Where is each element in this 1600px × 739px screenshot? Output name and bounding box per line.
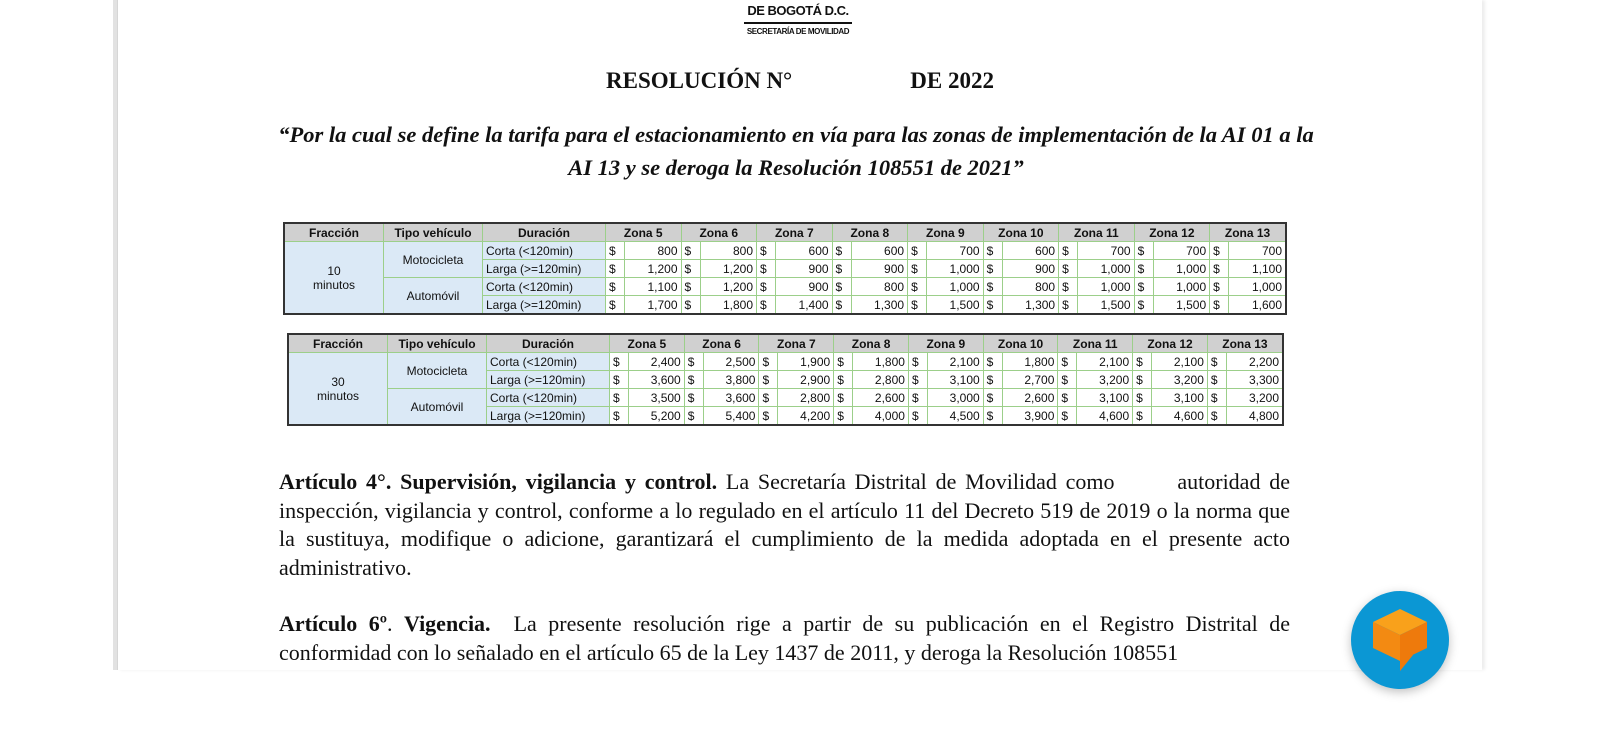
- duration-cell: Larga (>=120min): [483, 260, 606, 278]
- column-header: Zona 13: [1207, 334, 1283, 353]
- table-row: [288, 389, 1283, 407]
- tariff-amount: 1,700: [625, 296, 682, 315]
- tariff-amount: 4,000: [853, 407, 909, 426]
- vehicle-type-cell: Motocicleta: [388, 353, 487, 389]
- tariff-amount: 3,200: [1077, 371, 1133, 389]
- currency-symbol: $: [757, 260, 776, 278]
- tariff-amount: 1,300: [1002, 296, 1059, 315]
- tariff-amount: 2,700: [1002, 371, 1058, 389]
- resolution-year: DE 2022: [910, 68, 994, 93]
- currency-symbol: $: [1058, 389, 1077, 407]
- column-header: Zona 6: [681, 223, 757, 242]
- column-header: Zona 7: [757, 223, 833, 242]
- article-4-heading: Artículo 4°. Supervisión, vigilancia y control.: [279, 469, 718, 494]
- currency-symbol: $: [832, 242, 851, 260]
- tariff-amount: 1,000: [1078, 278, 1135, 296]
- tariff-amount: 5,400: [703, 407, 759, 426]
- column-header: Duración: [483, 223, 606, 242]
- currency-symbol: $: [1059, 242, 1078, 260]
- currency-symbol: $: [1207, 389, 1226, 407]
- tariff-amount: 800: [851, 278, 908, 296]
- tariff-amount: 700: [1078, 242, 1135, 260]
- column-header: Zona 11: [1059, 223, 1135, 242]
- column-header: Duración: [487, 334, 610, 353]
- tariff-amount: 2,100: [1152, 353, 1208, 371]
- column-header: Zona 12: [1134, 223, 1210, 242]
- column-header: Tipo vehículo: [384, 223, 483, 242]
- currency-symbol: $: [983, 296, 1002, 315]
- fraccion-cell: [284, 242, 384, 315]
- currency-symbol: $: [610, 407, 629, 426]
- tariff-amount: 5,200: [629, 407, 685, 426]
- currency-symbol: $: [1210, 260, 1229, 278]
- currency-symbol: $: [1133, 353, 1152, 371]
- fraccion-text: 10: [327, 263, 341, 278]
- currency-symbol: $: [681, 278, 700, 296]
- currency-symbol: $: [1133, 389, 1152, 407]
- document-page: [117, 0, 1482, 670]
- logo: [740, 0, 856, 36]
- currency-symbol: $: [759, 353, 778, 371]
- logo-line-2: SECRETARÍA DE MOVILIDAD: [746, 27, 850, 36]
- tariff-amount: 2,100: [1077, 353, 1133, 371]
- tariff-amount: 1,800: [1002, 353, 1058, 371]
- tariff-amount: 700: [1229, 242, 1286, 260]
- currency-symbol: $: [610, 389, 629, 407]
- article-4: [279, 468, 1290, 582]
- currency-symbol: $: [610, 371, 629, 389]
- tariff-amount: 2,400: [629, 353, 685, 371]
- tariff-amount: 3,100: [927, 371, 983, 389]
- currency-symbol: $: [1058, 353, 1077, 371]
- tariff-amount: 1,200: [700, 278, 757, 296]
- currency-symbol: $: [1059, 296, 1078, 315]
- tariff-amount: 2,600: [1002, 389, 1058, 407]
- article-6-text: La presente resolución rige a partir de su publicación en el Registro Distrital de conformidad con lo señalado en el artículo 65 de la Ley 1437 de 2011, y deroga la Resolución 108551: [279, 611, 1296, 665]
- tariff-amount: 3,600: [629, 371, 685, 389]
- table-row: [288, 353, 1283, 371]
- currency-symbol: $: [983, 242, 1002, 260]
- table-row: [284, 278, 1286, 296]
- column-header: Zona 13: [1210, 223, 1286, 242]
- currency-symbol: $: [759, 371, 778, 389]
- currency-symbol: $: [908, 260, 927, 278]
- tariff-amount: 1,500: [1153, 296, 1210, 315]
- currency-symbol: $: [983, 278, 1002, 296]
- tariff-amount: 800: [625, 242, 682, 260]
- tariff-amount: 3,600: [703, 389, 759, 407]
- currency-symbol: $: [1207, 371, 1226, 389]
- duration-cell: Larga (>=120min): [487, 371, 610, 389]
- currency-symbol: $: [1058, 371, 1077, 389]
- logo-rule: [744, 22, 852, 24]
- currency-symbol: $: [983, 389, 1002, 407]
- currency-symbol: $: [1134, 242, 1153, 260]
- currency-symbol: $: [832, 260, 851, 278]
- column-header: Zona 12: [1133, 334, 1208, 353]
- resolution-subtitle: “Por la cual se define la tarifa para el estacionamiento en vía para las zonas de implementación de la AI 01 a la AI 13 y se deroga la Resolución 108551 de 2021”: [278, 122, 1314, 180]
- column-header: Zona 7: [759, 334, 834, 353]
- currency-symbol: $: [684, 371, 703, 389]
- currency-symbol: $: [1059, 278, 1078, 296]
- vehicle-type-cell: Automóvil: [384, 278, 483, 315]
- tariff-amount: 900: [776, 278, 833, 296]
- currency-symbol: $: [757, 242, 776, 260]
- fraccion-text: 30: [331, 374, 345, 389]
- currency-symbol: $: [684, 407, 703, 426]
- currency-symbol: $: [684, 353, 703, 371]
- tariff-amount: 4,200: [778, 407, 834, 426]
- table-row: [284, 242, 1286, 260]
- tariff-amount: 3,100: [1152, 389, 1208, 407]
- tariff-amount: 700: [927, 242, 984, 260]
- tariff-table-10-min: [283, 222, 1287, 315]
- tariff-amount: 600: [851, 242, 908, 260]
- tariff-amount: 3,900: [1002, 407, 1058, 426]
- tariff-amount: 4,600: [1077, 407, 1133, 426]
- tariff-amount: 3,500: [629, 389, 685, 407]
- vehicle-type-cell: Motocicleta: [384, 242, 483, 278]
- currency-symbol: $: [1134, 296, 1153, 315]
- currency-symbol: $: [834, 371, 853, 389]
- tariff-amount: 3,100: [1077, 389, 1133, 407]
- resolution-number-label: RESOLUCIÓN N°: [606, 68, 793, 93]
- tariff-amount: 900: [776, 260, 833, 278]
- tariff-amount: 2,600: [853, 389, 909, 407]
- column-header: Fracción: [284, 223, 384, 242]
- duration-cell: Larga (>=120min): [487, 407, 610, 426]
- currency-symbol: $: [983, 407, 1002, 426]
- currency-symbol: $: [1207, 407, 1226, 426]
- tariff-amount: 1,000: [1153, 278, 1210, 296]
- tariff-amount: 800: [700, 242, 757, 260]
- currency-symbol: $: [908, 371, 927, 389]
- tariff-amount: 1,800: [853, 353, 909, 371]
- currency-symbol: $: [1207, 353, 1226, 371]
- article-6-heading-b: Vigencia.: [404, 611, 491, 636]
- currency-symbol: $: [606, 296, 625, 315]
- tariff-amount: 1,300: [851, 296, 908, 315]
- tariff-amount: 1,200: [700, 260, 757, 278]
- tariff-amount: 1,000: [1229, 278, 1286, 296]
- tariff-amount: 3,300: [1226, 371, 1283, 389]
- column-header: Zona 11: [1058, 334, 1133, 353]
- tariff-amount: 1,000: [927, 260, 984, 278]
- duration-cell: Corta (<120min): [487, 389, 610, 407]
- tariff-amount: 4,500: [927, 407, 983, 426]
- currency-symbol: $: [908, 407, 927, 426]
- column-header: Zona 5: [610, 334, 685, 353]
- fraccion-cell: [288, 353, 388, 426]
- tariff-amount: 2,800: [778, 389, 834, 407]
- currency-symbol: $: [908, 296, 927, 315]
- tariff-amount: 2,800: [853, 371, 909, 389]
- article-4-text-first: La Secretaría Distrital de Movilidad como: [717, 469, 1115, 494]
- currency-symbol: $: [684, 389, 703, 407]
- currency-symbol: $: [681, 242, 700, 260]
- currency-symbol: $: [834, 407, 853, 426]
- tariff-amount: 4,600: [1152, 407, 1208, 426]
- column-header: Tipo vehículo: [388, 334, 487, 353]
- currency-symbol: $: [1133, 371, 1152, 389]
- resolution-title: [118, 68, 1482, 94]
- tariff-amount: 1,100: [1229, 260, 1286, 278]
- tariff-amount: 2,100: [927, 353, 983, 371]
- duration-cell: Corta (<120min): [487, 353, 610, 371]
- logo-line-1: DE BOGOTÁ D.C.: [747, 3, 849, 18]
- column-header: Zona 10: [983, 334, 1058, 353]
- chat-widget-button[interactable]: [1351, 591, 1449, 689]
- column-header: Zona 5: [606, 223, 682, 242]
- tariff-amount: 900: [851, 260, 908, 278]
- tariff-amount: 1,500: [1078, 296, 1135, 315]
- currency-symbol: $: [1134, 260, 1153, 278]
- tariff-table-30-min: [287, 333, 1284, 426]
- column-header: Zona 10: [983, 223, 1059, 242]
- currency-symbol: $: [1058, 407, 1077, 426]
- currency-symbol: $: [832, 296, 851, 315]
- currency-symbol: $: [908, 242, 927, 260]
- duration-cell: Corta (<120min): [483, 242, 606, 260]
- currency-symbol: $: [759, 407, 778, 426]
- currency-symbol: $: [983, 260, 1002, 278]
- currency-symbol: $: [681, 260, 700, 278]
- tariff-amount: 1,600: [1229, 296, 1286, 315]
- tariff-amount: 3,200: [1152, 371, 1208, 389]
- vehicle-type-cell: Automóvil: [388, 389, 487, 426]
- currency-symbol: $: [610, 353, 629, 371]
- currency-symbol: $: [606, 278, 625, 296]
- tariff-amount: 1,000: [1153, 260, 1210, 278]
- column-header: Zona 9: [908, 334, 983, 353]
- currency-symbol: $: [757, 296, 776, 315]
- tariff-amount: 700: [1153, 242, 1210, 260]
- tariff-amount: 4,800: [1226, 407, 1283, 426]
- currency-symbol: $: [1059, 260, 1078, 278]
- tariff-amount: 800: [1002, 278, 1059, 296]
- currency-symbol: $: [1210, 296, 1229, 315]
- tariff-amount: 3,000: [927, 389, 983, 407]
- currency-symbol: $: [757, 278, 776, 296]
- currency-symbol: $: [1210, 278, 1229, 296]
- table-header-row: [284, 223, 1286, 242]
- tariff-amount: 1,900: [778, 353, 834, 371]
- fraccion-text: minutos: [316, 388, 360, 403]
- column-header: Zona 8: [834, 334, 909, 353]
- tariff-amount: 1,200: [625, 260, 682, 278]
- tariff-amount: 600: [1002, 242, 1059, 260]
- article-6: [279, 610, 1296, 667]
- currency-symbol: $: [834, 389, 853, 407]
- column-header: Zona 8: [832, 223, 908, 242]
- tariff-amount: 1,000: [1078, 260, 1135, 278]
- column-header: Zona 9: [908, 223, 984, 242]
- currency-symbol: $: [983, 353, 1002, 371]
- column-header: Zona 6: [684, 334, 759, 353]
- tariff-amount: 3,200: [1226, 389, 1283, 407]
- article-6-heading-a: Artículo 6º: [279, 611, 387, 636]
- currency-symbol: $: [832, 278, 851, 296]
- duration-cell: Corta (<120min): [483, 278, 606, 296]
- currency-symbol: $: [908, 353, 927, 371]
- currency-symbol: $: [681, 296, 700, 315]
- article-6-sep: .: [386, 611, 404, 636]
- currency-symbol: $: [1133, 407, 1152, 426]
- tariff-amount: 3,800: [703, 371, 759, 389]
- currency-symbol: $: [606, 242, 625, 260]
- tariff-amount: 2,900: [778, 371, 834, 389]
- tariff-amount: 900: [1002, 260, 1059, 278]
- currency-symbol: $: [1134, 278, 1153, 296]
- column-header: Fracción: [288, 334, 388, 353]
- chat-cube-icon: [1373, 609, 1427, 671]
- tariff-amount: 600: [776, 242, 833, 260]
- currency-symbol: $: [908, 278, 927, 296]
- tariff-amount: 1,400: [776, 296, 833, 315]
- currency-symbol: $: [834, 353, 853, 371]
- table-header-row: [288, 334, 1283, 353]
- tariff-amount: 2,200: [1226, 353, 1283, 371]
- tariff-amount: 2,500: [703, 353, 759, 371]
- currency-symbol: $: [1210, 242, 1229, 260]
- currency-symbol: $: [908, 389, 927, 407]
- tariff-amount: 1,500: [927, 296, 984, 315]
- currency-symbol: $: [759, 389, 778, 407]
- tariff-amount: 1,000: [927, 278, 984, 296]
- article-4-text-rest: autoridad de inspección, vigilancia y control, conforme a lo regulado en el artículo 11 del Decreto 519 de 2019 o la norma que la sustituya, modifique o adicione, garantizará el cumplimiento de la medida adoptada en el presente acto administrativo.: [279, 469, 1291, 580]
- tariff-amount: 1,100: [625, 278, 682, 296]
- tariff-amount: 1,800: [700, 296, 757, 315]
- currency-symbol: $: [983, 371, 1002, 389]
- fraccion-text: minutos: [312, 277, 356, 292]
- currency-symbol: $: [606, 260, 625, 278]
- duration-cell: Larga (>=120min): [483, 296, 606, 315]
